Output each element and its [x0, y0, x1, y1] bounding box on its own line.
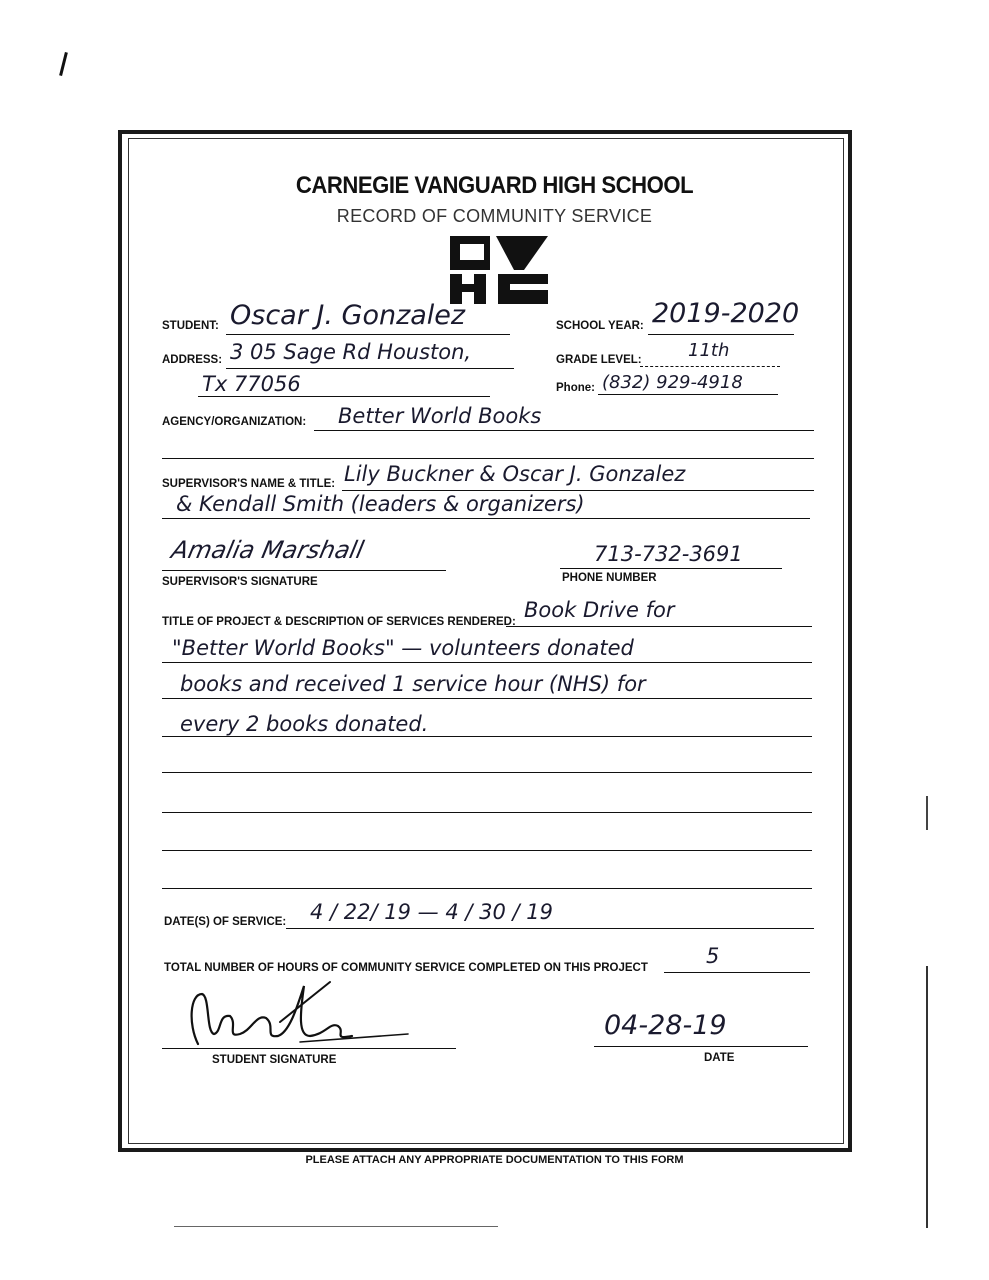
student-signature-line	[162, 1048, 456, 1049]
address-line-2	[198, 396, 490, 397]
project-line-3-value: books and received 1 service hour (NHS) for	[180, 672, 646, 696]
supervisor-label: SUPERVISOR'S NAME & TITLE:	[162, 478, 336, 490]
footer-note: PLEASE ATTACH ANY APPROPRIATE DOCUMENTATION TO THIS FORM	[305, 1154, 684, 1166]
supervisor-phone-value: 713-732-3691	[594, 542, 743, 566]
scan-edge-right-2	[926, 966, 928, 1228]
project-line-1	[506, 626, 812, 627]
phone-line	[598, 394, 778, 395]
form-title: RECORD OF COMMUNITY SERVICE	[336, 206, 653, 226]
address-line-2-value: Tx 77056	[202, 372, 301, 396]
project-line-3	[162, 698, 812, 699]
hours-value: 5	[706, 944, 720, 968]
phone-value: (832) 929-4918	[602, 372, 743, 393]
school-year-label: SCHOOL YEAR:	[556, 320, 644, 332]
school-logo	[444, 232, 552, 308]
hours-line	[664, 972, 810, 973]
supervisor-phone-label: PHONE NUMBER	[562, 572, 657, 584]
stray-mark	[59, 52, 68, 76]
school-year-value: 2019-2020	[652, 298, 800, 329]
project-line-2-value: "Better World Books" — volunteers donated	[172, 636, 634, 660]
agency-line-2	[162, 458, 814, 459]
scan-edge-right-1	[926, 796, 928, 830]
signature-date-line	[594, 1046, 808, 1047]
supervisor-line-2	[162, 518, 810, 519]
project-label: TITLE OF PROJECT & DESCRIPTION OF SERVICES RENDERED:	[162, 616, 516, 628]
supervisor-signature: Amalia Marshall	[169, 536, 367, 564]
student-signature-label: STUDENT SIGNATURE	[212, 1054, 337, 1066]
address-label: ADDRESS:	[162, 354, 223, 366]
project-line-5	[162, 772, 812, 773]
agency-value: Better World Books	[338, 404, 542, 428]
dates-label: DATE(S) OF SERVICE:	[164, 916, 287, 928]
supervisor-phone-line	[560, 568, 782, 569]
project-line-2	[162, 662, 812, 663]
project-line-4-value: every 2 books donated.	[180, 712, 429, 736]
agency-line-1	[314, 430, 814, 431]
supervisor-signature-label: SUPERVISOR'S SIGNATURE	[162, 576, 318, 588]
dates-line	[286, 928, 814, 929]
address-line-1	[226, 368, 514, 369]
signature-date-label: DATE	[704, 1052, 735, 1064]
project-line-7	[162, 850, 812, 851]
student-line	[226, 334, 510, 335]
project-line-8	[162, 888, 812, 889]
grade-level-line	[640, 366, 780, 367]
supervisor-signature-line	[162, 570, 446, 571]
supervisor-line-1	[342, 490, 814, 491]
agency-label: AGENCY/ORGANIZATION:	[162, 416, 307, 428]
scan-edge-bottom	[174, 1226, 498, 1227]
school-year-line	[648, 334, 794, 335]
grade-level-label: GRADE LEVEL:	[556, 354, 642, 366]
project-line-6	[162, 812, 812, 813]
project-line-4	[162, 736, 812, 737]
dates-value: 4 / 22/ 19 — 4 / 30 / 19	[310, 900, 553, 924]
supervisor-line-1-value: Lily Buckner & Oscar J. Gonzalez	[344, 462, 686, 486]
student-label: STUDENT:	[162, 320, 219, 332]
hours-label: TOTAL NUMBER OF HOURS OF COMMUNITY SERVICE COMPLETED ON THIS PROJECT	[164, 962, 648, 974]
grade-level-value: 11th	[688, 340, 730, 361]
project-line-1-value: Book Drive for	[524, 598, 675, 622]
signature-date-value: 04-28-19	[604, 1010, 727, 1041]
school-name: CARNEGIE VANGUARD HIGH SCHOOL	[295, 172, 694, 199]
phone-label: Phone:	[556, 382, 595, 394]
student-name: Oscar J. Gonzalez	[230, 300, 466, 331]
student-signature-mark	[180, 974, 410, 1050]
supervisor-line-2-value: & Kendall Smith (leaders & organizers)	[176, 492, 585, 516]
address-line-1-value: 3 05 Sage Rd Houston,	[230, 340, 472, 364]
